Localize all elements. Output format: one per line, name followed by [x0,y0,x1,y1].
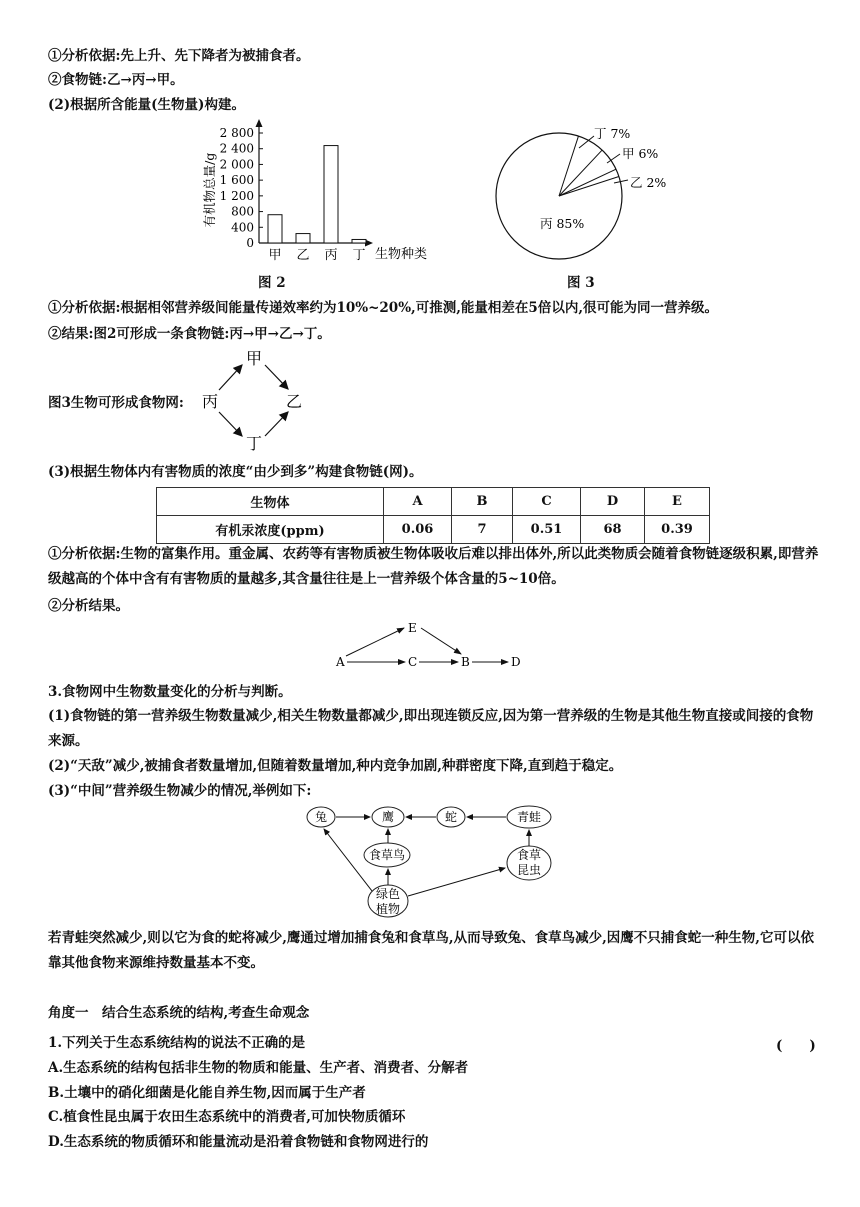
y-tick-label: 1 600 [219,173,254,188]
node-zhiwu-line1: 绿色 [375,887,401,901]
text-line: 图3生物可形成食物网: [48,395,184,411]
table-cell: 0.51 [513,516,581,544]
text-line: (2)根据所含能量(生物量)构建。 [48,97,245,113]
figure-3-caption: 图 3 [567,275,595,291]
section-title: 3.食物网中生物数量变化的分析与判断。 [48,684,292,700]
mercury-table [156,487,710,544]
table-row [157,516,710,544]
y-tick-label: 2 400 [219,141,254,156]
y-tick-label: 0 [246,236,254,250]
answer-bracket: ( ) [776,1038,816,1054]
y-tick-label: 1 200 [219,188,254,203]
node-ying: 鹰 [381,810,395,824]
option-d: D.生态系统的物质循环和能量流动是沿着食物链和食物网进行的 [48,1134,429,1150]
node-yi: 乙 [286,392,303,411]
node-e: E [408,621,417,635]
bar [352,239,366,243]
x-tick-label: 丁 [352,248,366,263]
question-stem: 1.下列关于生态系统结构的说法不正确的是 [48,1035,306,1051]
node-c: C [408,655,418,669]
bar [268,215,282,243]
x-tick-label: 甲 [268,248,282,263]
node-tu: 兔 [314,810,328,824]
text-line: ②分析结果。 [48,598,129,614]
food-web-figure-3 [200,346,320,454]
pie-label-yi: 乙 2% [630,175,667,190]
table-cell: C [513,488,581,516]
text-line: (3)“中间”营养级生物减少的情况,举例如下: [48,783,312,799]
table-cell: B [452,488,513,516]
pie-slice-edge [559,136,578,196]
text-line: ②食物链:乙→丙→甲。 [48,72,184,88]
table-cell: E [645,488,710,516]
node-ding: 丁 [246,434,263,453]
table-cell: 68 [581,516,645,544]
text-paragraph: 若青蛙突然减少,则以它为食的蛇将减少,鹰通过增加捕食兔和食草鸟,从而导致兔、食草鸟减少,因鹰不只捕食蛇一种生物,它可以依靠其他食物来源维持数量基本不变。 [48,930,814,971]
node-shicaoniao: 食草鸟 [368,848,406,862]
table-cell: 7 [452,516,513,544]
table-cell: 0.06 [384,516,452,544]
y-tick-label: 400 [231,220,254,235]
table-cell: A [384,488,452,516]
text-line: (3)根据生物体内有害物质的浓度“由少到多”构建食物链(网)。 [48,464,423,480]
text-line: ①分析依据:先上升、先下降者为被捕食者。 [48,48,310,64]
bar [296,234,310,243]
section-heading: 角度一 结合生态系统的结构,考查生命观念 [48,1005,310,1021]
table-cell: 有机汞浓度(ppm) [157,516,384,544]
table-header-row [157,488,710,516]
figure-2-caption: 图 2 [258,275,286,291]
bar [324,146,338,243]
y-tick-label: 800 [231,204,254,219]
node-kunchong-line1: 食草 [516,848,542,862]
y-tick-label: 2 800 [219,126,254,140]
pie-chart-figure-3 [490,120,690,260]
y-axis-arrow [256,119,263,127]
text-line: ①分析依据:根据相邻营养级间能量传递效率约为10%~20%,可推测,能量相差在5倍以内,很可能为同一营养级。 [48,300,719,316]
text-paragraph: (1)食物链的第一营养级生物数量减少,相关生物数量都减少,即出现连锁反应,因为第一营养级的生物是其他生物直接或间接的食物来源。 [48,708,814,749]
table-cell: 生物体 [157,488,384,516]
node-kunchong-line2: 昆虫 [516,863,542,877]
table-cell: D [581,488,645,516]
bar-chart-figure-2 [195,118,455,268]
option-c: C.植食性昆虫属于农田生态系统中的消费者,可加快物质循环 [48,1109,406,1125]
text-line: (2)“天敌”减少,被捕食者数量增加,但随着数量增加,种内竞争加剧,种群密度下降,直到趋于稳定。 [48,758,623,774]
node-a: A [336,655,345,669]
y-axis-label: 有机物总量/g [202,152,217,228]
node-she: 蛇 [444,810,458,824]
x-tick-label: 乙 [296,248,310,263]
x-axis-label: 生物种类 [375,247,428,262]
pie-label-bing: 丙 85% [540,216,585,231]
food-web-example [300,800,570,922]
option-b: B.土壤中的硝化细菌是化能自养生物,因而属于生产者 [48,1085,366,1101]
node-d: D [511,655,521,669]
x-tick-label: 丙 [324,248,338,263]
table-cell: 0.39 [645,516,710,544]
y-tick-label: 2 000 [219,157,254,172]
option-a: A.生态系统的结构包括非生物的物质和能量、生产者、消费者、分解者 [48,1060,469,1076]
node-b: B [461,655,470,669]
text-line: ②结果:图2可形成一条食物链:丙→甲→乙→丁。 [48,326,331,342]
node-qingwa: 青蛙 [516,810,542,824]
text-paragraph: ①分析依据:生物的富集作用。重金属、农药等有害物质被生物体吸收后难以排出体外,所以此类物质会随着食物链逐级积累,即营养级越高的个体中含有有害物质的量越多,其含量往往是上一营养级个体含量的5~10倍。 [48,546,819,587]
mercury-food-chain [330,616,530,672]
node-bing: 丙 [202,392,219,411]
node-zhiwu-line2: 植物 [375,902,401,916]
node-jia: 甲 [246,349,263,368]
pie-label-ding: 丁 7% [594,126,631,141]
pie-label-jia: 甲 6% [622,146,659,161]
pie-slice-edge [559,169,616,196]
